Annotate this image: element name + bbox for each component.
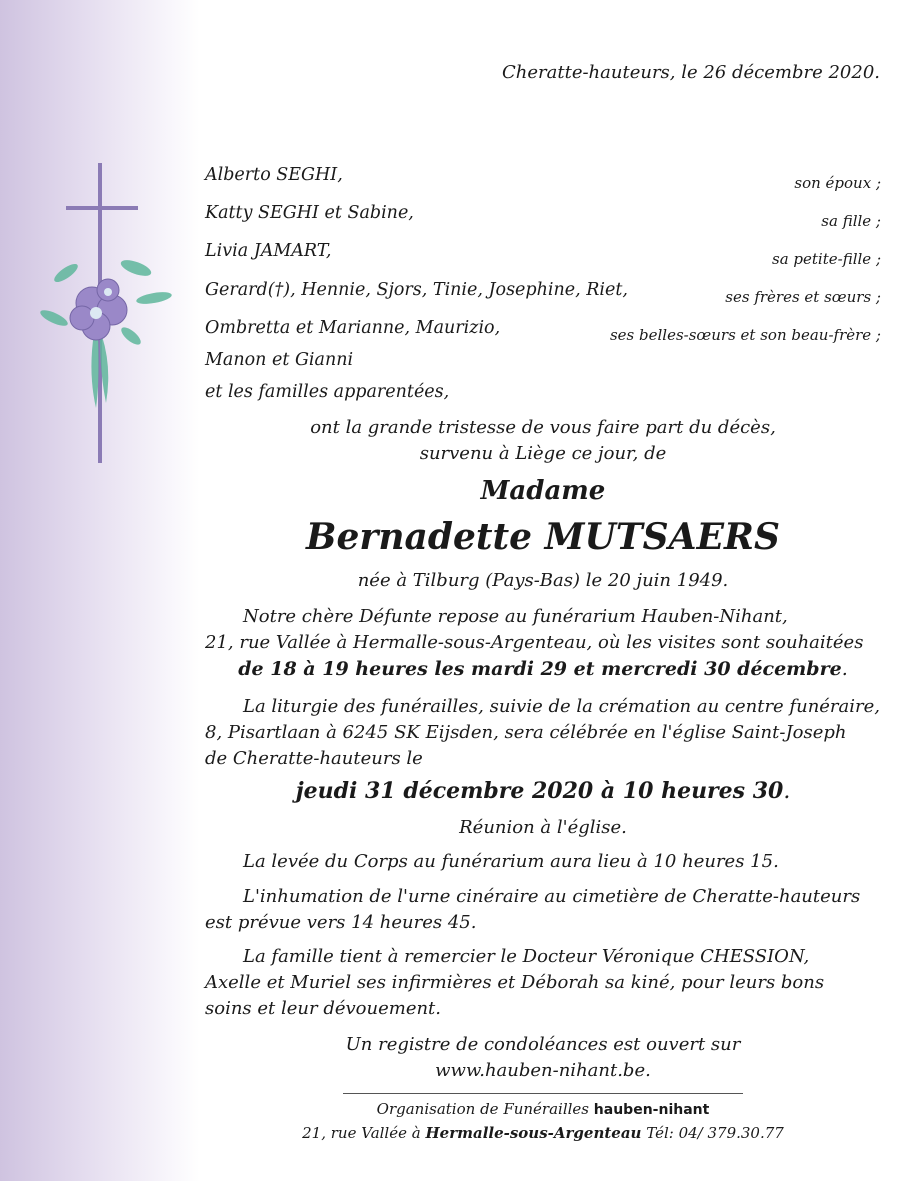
family-relation: sa petite-fille ; [772, 250, 881, 268]
visitation-line: 21, rue Vallée à Hermalle-sous-Argenteau, où les visites sont souhaitées [205, 632, 864, 653]
liturgy-line: 8, Pisartlaan à 6245 SK Eijsden, sera célébrée en l'église Saint-Joseph [205, 722, 847, 743]
registry-line: Un registre de condoléances est ouvert sur [345, 1034, 741, 1055]
family-name: Ombretta et Marianne, Maurizio, [205, 318, 501, 338]
inhumation-line: L'inhumation de l'urne cinéraire au cimetière de Cheratte-hauteurs [243, 886, 861, 907]
thanks-line: Axelle et Muriel ses infirmières et Déborah sa kiné, pour leurs bons [205, 972, 825, 993]
registry-url[interactable]: www.hauben-nihant.be. [435, 1060, 651, 1081]
visitation-hours [205, 656, 881, 682]
footer-divider [343, 1093, 743, 1094]
footer-address [205, 1124, 881, 1142]
family-relation: sa fille ; [821, 212, 881, 230]
family-name: Livia JAMART, [205, 241, 332, 261]
levee-paragraph [205, 849, 881, 875]
family-relation: son époux ; [794, 174, 881, 192]
announcement-line: survenu à Liège ce jour, de [419, 443, 667, 464]
levee-line: La levée du Corps au funérarium aura lieu à 10 heures 15. [243, 851, 779, 872]
footer-org [205, 1100, 881, 1118]
funeral-date-tail: . [783, 779, 791, 804]
family-name: Manon et Gianni [205, 350, 354, 370]
family-relation: ses belles-sœurs et son beau-frère ; [609, 326, 881, 344]
family-name: Gerard(†), Hennie, Sjors, Tinie, Josephine, Riet, [205, 280, 628, 300]
thanks-line: soins et leur dévouement. [205, 998, 442, 1019]
visitation-tail: . [841, 658, 848, 680]
visitation-paragraph [205, 604, 881, 682]
meeting-line: Réunion à l'église. [459, 817, 627, 838]
brand-logo: hauben-nihant [593, 1102, 710, 1118]
inhumation-paragraph [205, 884, 881, 936]
announcement-line: ont la grande tristesse de vous faire part du décès, [310, 417, 776, 438]
family-name: Alberto SEGHI, [205, 165, 343, 185]
thanks-paragraph [205, 944, 881, 1022]
inhumation-line: est prévue vers 14 heures 45. [205, 912, 477, 933]
funeral-date-bold: jeudi 31 décembre 2020 à 10 heures 30 [295, 778, 784, 804]
deceased-name: Bernadette MUTSAERS [306, 516, 780, 558]
funeral-date [205, 778, 881, 804]
family-name: Katty SEGHI et Sabine, [205, 203, 414, 223]
liturgy-paragraph [205, 694, 881, 772]
family-relation: ses frères et sœurs ; [725, 288, 881, 306]
thanks-line: La famille tient à remercier le Docteur Véronique CHESSION, [243, 946, 810, 967]
footer-town: Hermalle-sous-Argenteau [425, 1124, 642, 1142]
visitation-line: Notre chère Défunte repose au funérarium Hauben-Nihant, [243, 606, 788, 627]
footer-phone: Tél: 04/ 379.30.77 [646, 1124, 784, 1142]
cross-flower-icon [36, 158, 196, 468]
visitation-bold: de 18 à 19 heures les mardi 29 et mercredi 30 décembre [238, 658, 842, 680]
deceased-title: Madame [480, 476, 606, 506]
liturgy-line: La liturgie des funérailles, suivie de la crémation au centre funéraire, [243, 696, 881, 717]
liturgy-line: de Cheratte-hauteurs le [205, 748, 423, 769]
family-name: et les familles apparentées, [205, 382, 450, 402]
footer-org-prefix: Organisation de Funérailles [376, 1100, 590, 1118]
date-line: Cheratte-hauteurs, le 26 décembre 2020. [502, 62, 880, 83]
footer-address-prefix: 21, rue Vallée à [302, 1124, 421, 1142]
birth-line: née à Tilburg (Pays-Bas) le 20 juin 1949. [357, 570, 729, 591]
